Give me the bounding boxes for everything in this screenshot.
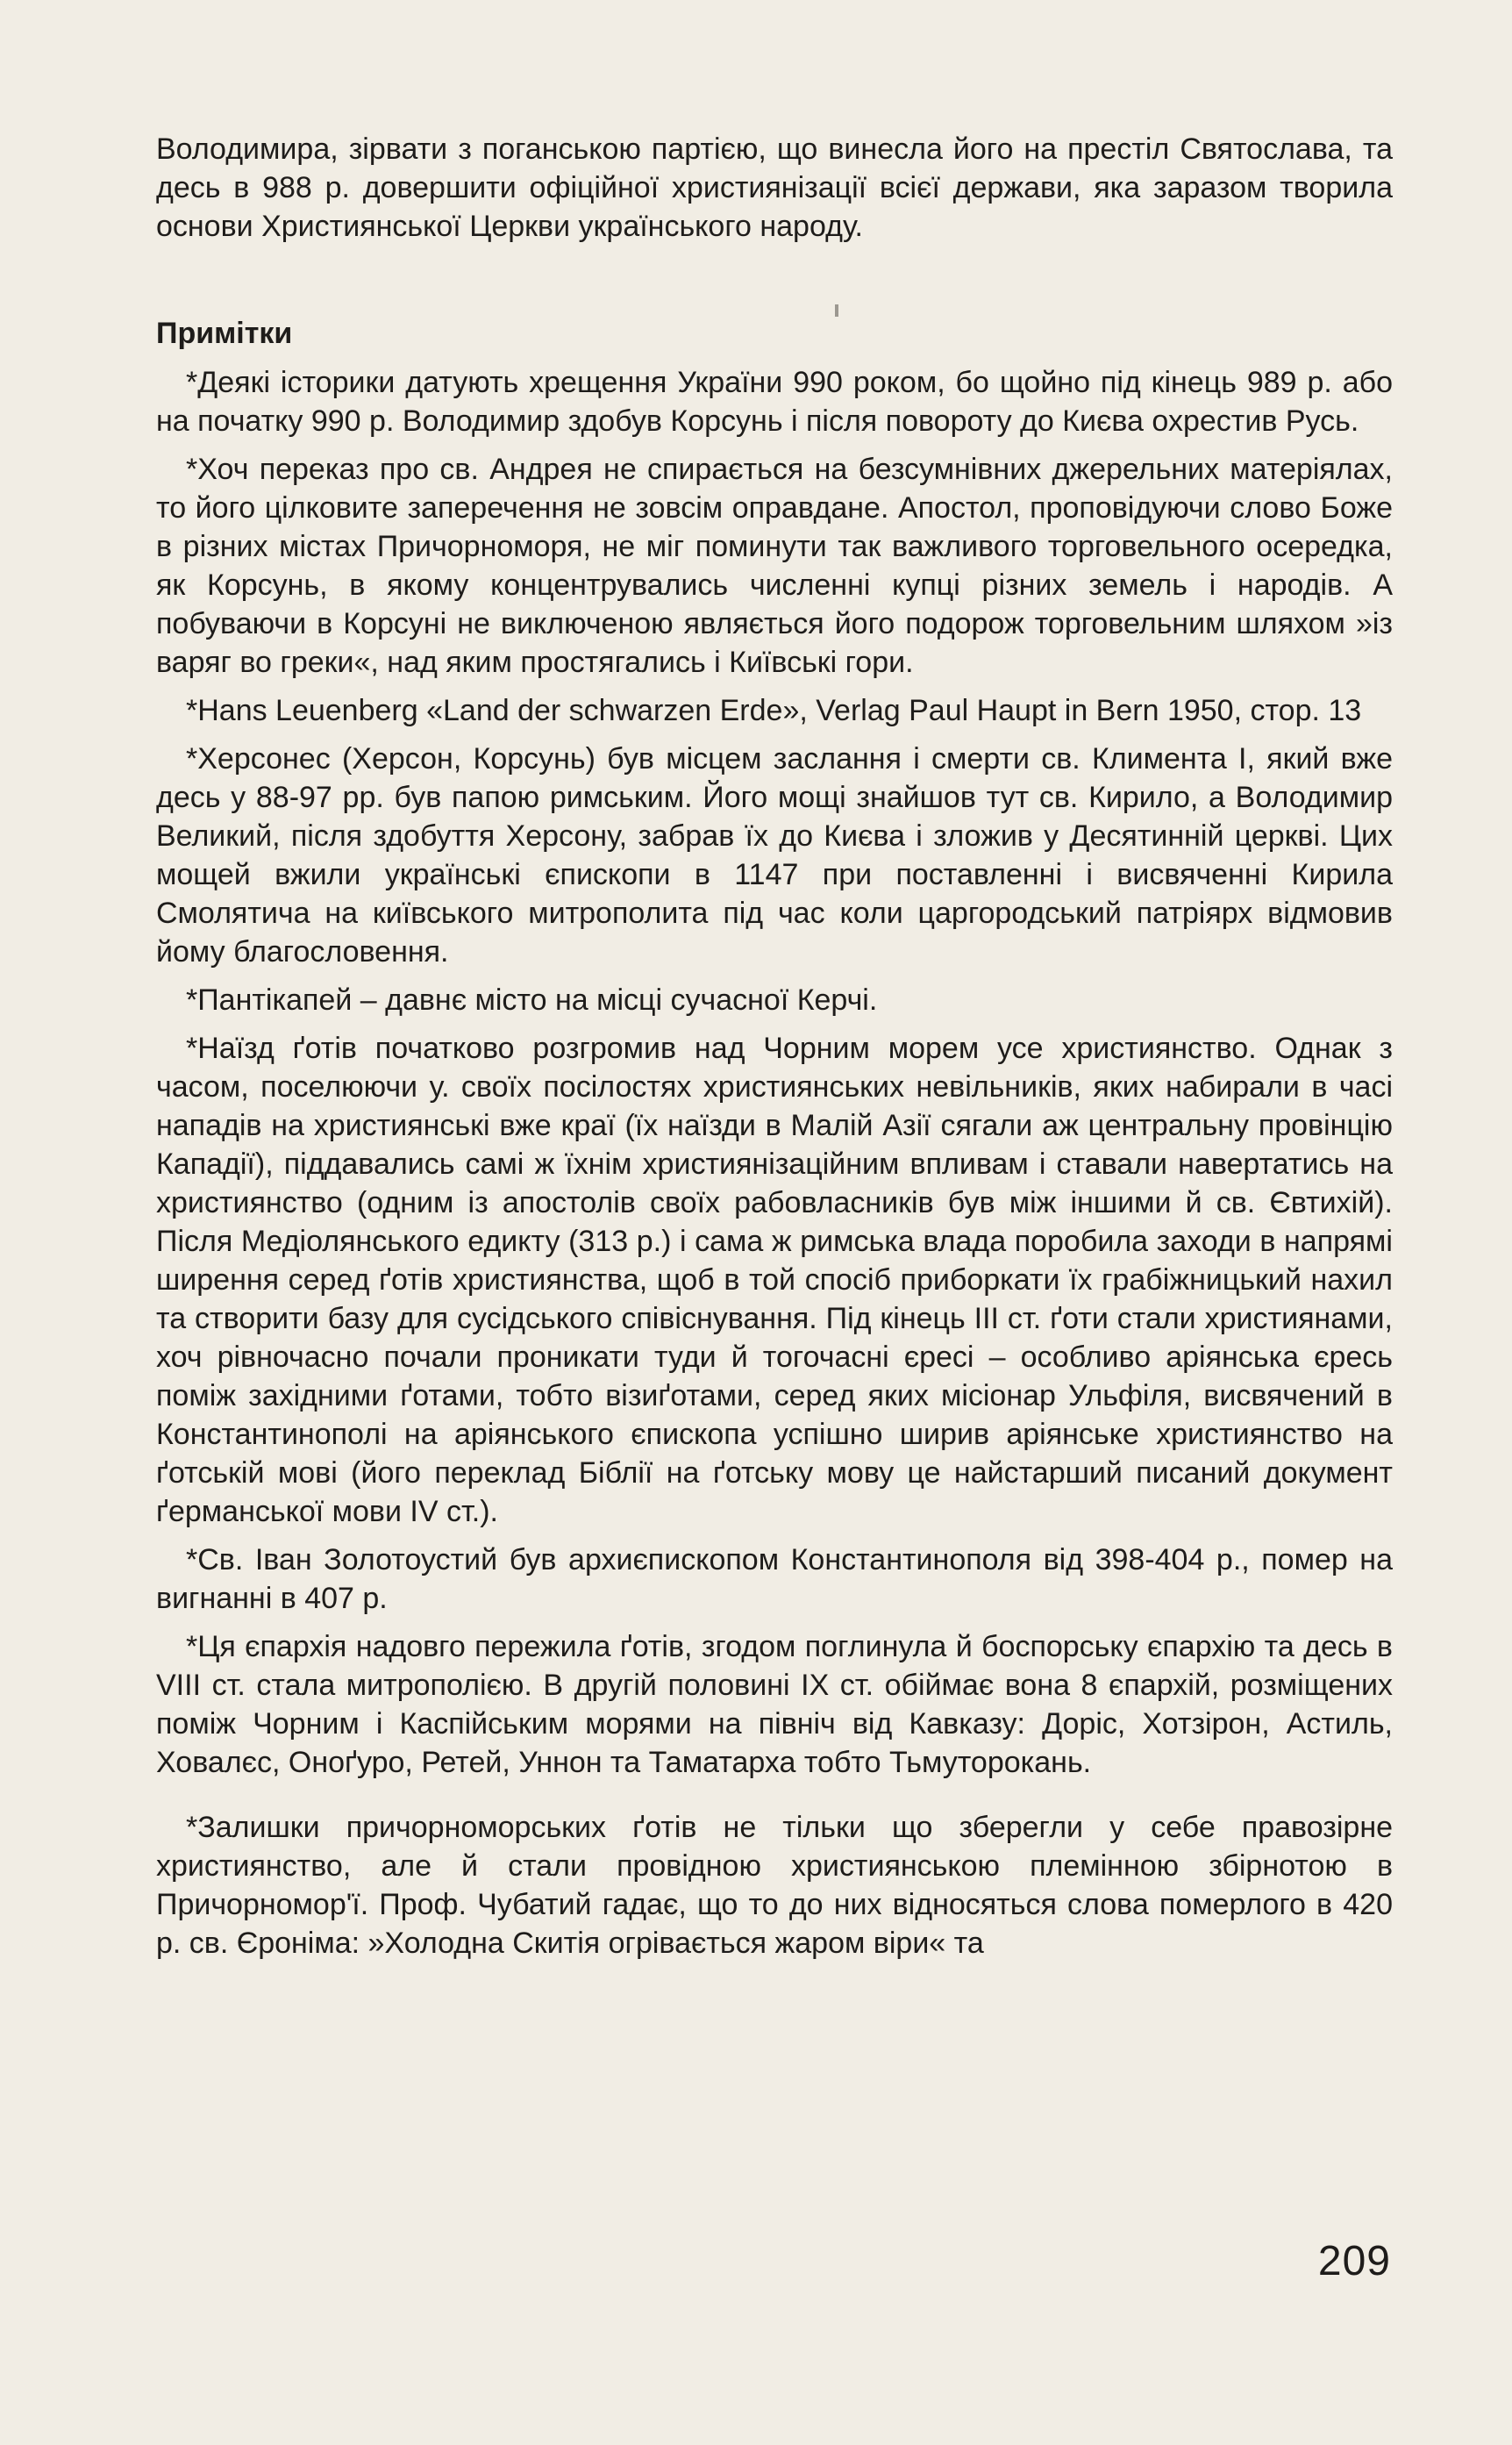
note-item: *Деякі історики датують хрещення України 990 роком, бо щойно під кінець 989 р. або на початку 990 р. Володимир здобув Корсунь і після повороту до Києва охрестив Русь. — [156, 366, 1393, 438]
note-item: *Залишки причорноморських ґотів не тільки що зберегли у себе правозірне християнство, але й стали провідною християнською племінною збірнотою в Причорномор'ї. Проф. Чубатий гадає, що то до них відносяться слова померлого в 420 р. св. Єроніма: »Холодна Скитія огрівається жаром віри« та — [156, 1811, 1393, 1960]
note-item: *Св. Іван Золотоустий був архиєпископом Константинополя від 398-404 р., помер на вигнанні в 407 р. — [156, 1543, 1393, 1615]
intro-paragraph: Володимира, зірвати з поганською партією, що винесла його на престіл Святослава, та десь в 988 р. довершити офіційної християнізації всієї держави, яка заразом творила основи Християнської Церкви українського народу. — [156, 132, 1393, 243]
note-item: *Херсонес (Херсон, Корсунь) був місцем заслання і смерти св. Климента I, який вже десь у 88-97 рр. був папою римським. Його мощі знайшов тут св. Кирило, а Володимир Великий, після здобуття Херсону, забрав їх до Києва і зложив у Десятинній церкві. Цих мощей вжили українські єпископи в 1147 при поставленні і висвяченні Кирила Смолятича на київського митрополита під час коли царгородський патріярх відмовив йому благословення. — [156, 742, 1393, 969]
note-item: *Ця єпархія надовго пережила ґотів, згодом поглинула й боспорську єпархію та десь в VIII ст. стала митрополією. В другій половині IX ст. обіймає вона 8 єпархій, розміщених поміж Чорним і Каспійським морями на північ від Кавказу: Доріс, Хотзірон, Астиль, Ховалєс, Оноґуро, Ретей, Уннон та Таматарха тобто Тьмуторокань. — [156, 1630, 1393, 1779]
intro-paragraph-block — [156, 130, 1393, 246]
print-speck — [835, 304, 838, 317]
note-item: *Наїзд ґотів початково розгромив над Чорним морем усе християнство. Однак з часом, поселюючи у. своїх посілостях християнських невільників, яких набирали в часі нападів на християнські вже краї (їх наїзди в Малій Азії сягали аж центральну провінцію Кападії), піддавались самі ж їхнім християнізаційним впливам і ставали навертатись на християнство (одним із апостолів своїх рабовласників був між іншими й св. Євтихій). Після Медіолянського едикту (313 р.) і сама ж римська влада поробила заходи в напрямі ширення серед ґотів християнства, щоб в той спосіб приборкати їх грабіжницький нахил та створити базу для сусідського співіснування. Під кінець III ст. ґоти стали християнами, хоч рівночасно почали проникати туди й тогочасні єресі – особливо аріянська єресь поміж західними ґотами, тобто візиґотами, серед яких місіонар Ульфіля, висвячений в Константинополі на аріянського єпископа успішно ширив аріянське християнство на ґотській мові (його переклад Біблії на ґотську мову це найстарший писаний документ ґерманської мови IV ст.). — [156, 1032, 1393, 1528]
notes-list — [156, 363, 1393, 1972]
note-item: *Hans Leuenberg «Land der schwarzen Erde», Verlag Paul Haupt in Bern 1950, стор. 13 — [186, 694, 1362, 727]
note-item: *Пантікапей – давнє місто на місці сучасної Керчі. — [186, 983, 878, 1017]
text-column — [156, 130, 1393, 1960]
note-item: *Хоч переказ про св. Андрея не спирається на безсумнівних джерельних матеріялах, то його цілковите заперечення не зовсім оправдане. Апостол, проповідуючи слово Боже в різних містах Причорноморя, не міг поминути так важливого торговельного осередка, як Корсунь, в якому концентрувались численні купці різних земель і народів. А побуваючи в Корсуні не виключеною являється його подорож торговельним шляхом »із варяг во греки«, над яким простягались і Київські гори. — [156, 453, 1393, 679]
notes-heading: Примітки — [156, 317, 293, 350]
page-number: 209 — [1317, 2238, 1391, 2284]
